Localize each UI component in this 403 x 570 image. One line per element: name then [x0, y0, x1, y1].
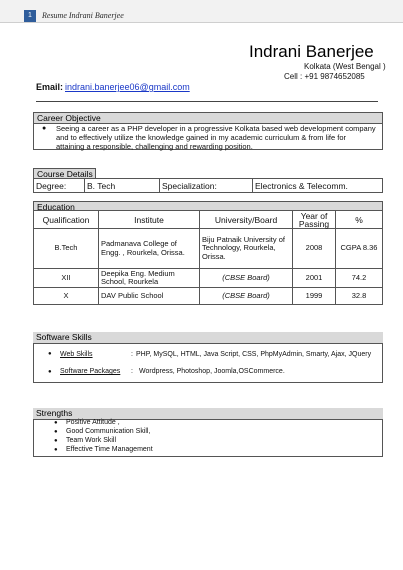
university-cell: Biju Patnaik University of Technology, Rourkela, Orissa. — [200, 229, 293, 269]
skill-value-packages: Wordpress, Photoshop, Joomla,OSCommerce. — [139, 368, 285, 375]
percent-cell: 32.8 — [336, 288, 383, 305]
institute-cell: Deepika Eng. Medium School, Rourkela — [99, 269, 200, 288]
percent-cell: CGPA 8.36 — [336, 229, 383, 269]
email-label: Email: — [36, 82, 64, 92]
candidate-name: Indrani Banerjee — [249, 42, 374, 61]
email-link[interactable]: indrani.banerjee06@gmail.com — [65, 82, 190, 92]
bullet-icon: ● — [54, 429, 58, 435]
institute-cell: Padmanava College of Engg. , Rourkela, Orissa. — [99, 229, 200, 269]
skill-separator: : — [131, 351, 133, 358]
table-header-row — [34, 211, 383, 229]
column-header: Year of Passing — [293, 211, 336, 229]
table-row — [34, 269, 383, 288]
year-cell: 1999 — [293, 288, 336, 305]
bullet-icon: ● — [48, 369, 52, 375]
page-number-tab: 1 — [24, 10, 36, 22]
bullet-icon: ● — [54, 447, 58, 453]
strength-item: Positive Attitude , — [66, 419, 120, 426]
table-row — [34, 288, 383, 305]
degree-label: Degree: — [34, 179, 85, 193]
strength-item: Good Communication Skill, — [66, 428, 151, 435]
bullet-icon: ● — [54, 420, 58, 426]
institute-cell: DAV Public School — [99, 288, 200, 305]
bullet-icon: ● — [42, 125, 47, 132]
course-details-table — [33, 178, 383, 193]
header-rule — [36, 101, 378, 102]
education-table — [33, 210, 383, 305]
document-title: Resume Indrani Banerjee — [42, 11, 124, 20]
bullet-icon: ● — [48, 351, 52, 357]
column-header: Qualification — [34, 211, 99, 229]
skill-separator: : — [131, 368, 133, 375]
table-row — [34, 229, 383, 269]
column-header: University/Board — [200, 211, 293, 229]
strength-item: Effective Time Management — [66, 446, 153, 453]
specialization-value: Electronics & Telecomm. — [253, 179, 383, 193]
candidate-phone: Cell : +91 9874652085 — [284, 72, 365, 81]
career-objective-text: Seeing a career as a PHP developer in a progressive Kolkata based web development company and to effectively utilize the knowledge gained in my academic curriculum & from life for attaining a responsible, challenging and rewarding position. — [56, 124, 376, 151]
degree-value: B. Tech — [85, 179, 160, 193]
year-cell: 2001 — [293, 269, 336, 288]
year-cell: 2008 — [293, 229, 336, 269]
qualification-cell: X — [34, 288, 99, 305]
skill-label-packages: Software Packages — [60, 368, 121, 375]
software-skills-heading: Software Skills — [33, 332, 383, 344]
qualification-cell: XII — [34, 269, 99, 288]
education-heading: Education — [33, 201, 383, 211]
strength-item: Team Work Skill — [66, 437, 117, 444]
header-divider — [0, 22, 403, 23]
percent-cell: 74.2 — [336, 269, 383, 288]
specialization-label: Specialization: — [160, 179, 253, 193]
bullet-icon: ● — [54, 438, 58, 444]
column-header: Institute — [99, 211, 200, 229]
skill-label-web: Web Skills — [60, 351, 93, 358]
university-cell: (CBSE Board) — [200, 269, 293, 288]
university-cell: (CBSE Board) — [200, 288, 293, 305]
career-objective-heading: Career Objective — [33, 112, 383, 124]
skill-value-web: PHP, MySQL, HTML, Java Script, CSS, PhpMyAdmin, Smarty, Ajax, JQuery — [136, 351, 372, 358]
strengths-heading: Strengths — [33, 408, 383, 420]
course-details-heading: Course Details — [33, 168, 96, 179]
qualification-cell: B.Tech — [34, 229, 99, 269]
candidate-location: Kolkata (West Bengal ) — [304, 62, 386, 71]
column-header: % — [336, 211, 383, 229]
